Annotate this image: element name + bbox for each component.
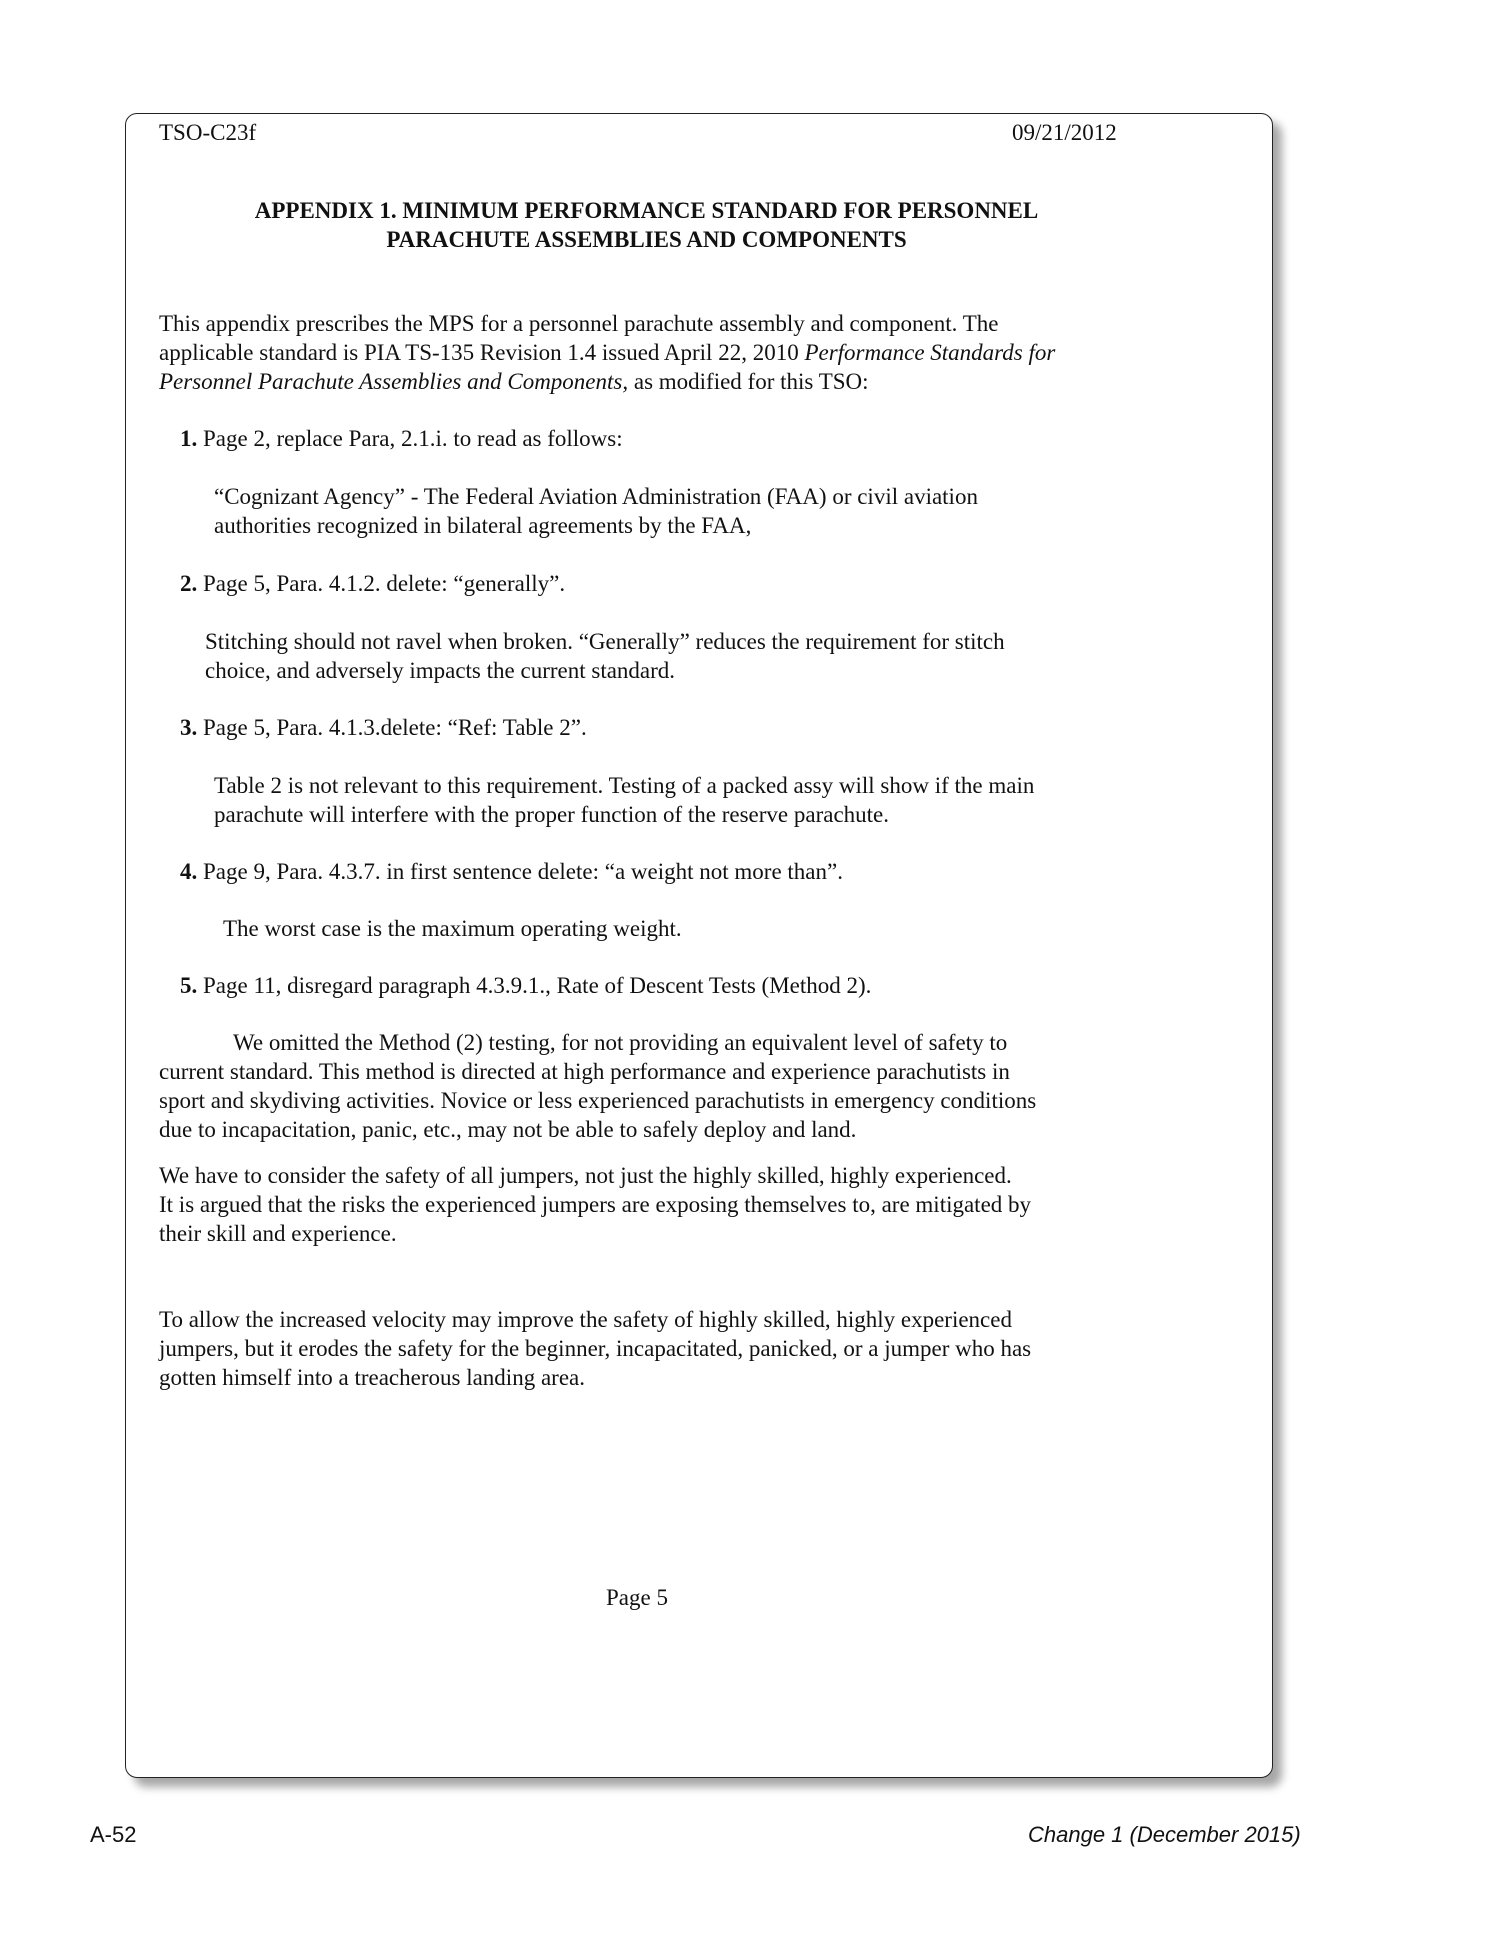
appendix-title — [159, 196, 1134, 254]
intro-line-2-italic: Performance Standards for — [804, 340, 1056, 365]
paragraph-line: We omitted the Method (2) testing, for not providing an equivalent level of safety to — [233, 1030, 1008, 1055]
intro-line-2 — [159, 338, 1134, 367]
item-number: 3. — [180, 715, 198, 740]
item-number: 5. — [180, 973, 198, 998]
paragraph-line: gotten himself into a treacherous landing area. — [159, 1365, 585, 1390]
item-text: Page 5, Para. 4.1.3.delete: “Ref: Table 2”. — [203, 715, 587, 740]
intro-line-2-text: applicable standard is PIA TS-135 Revision 1.4 issued April 22, 2010 — [159, 340, 805, 365]
header-date: 09/21/2012 — [1012, 120, 1117, 145]
paragraph-line: current standard. This method is directed at high performance and experience parachutists in — [159, 1059, 1010, 1084]
item-2-note — [205, 627, 1005, 685]
note-line: parachute will interfere with the proper function of the reserve parachute. — [214, 802, 889, 827]
footer-page-id: A-52 — [90, 1822, 137, 1847]
intro-line-3-italic: Personnel Parachute Assemblies and Components, — [159, 369, 629, 394]
note-line: The worst case is the maximum operating weight. — [223, 916, 682, 941]
item-number: 1. — [180, 426, 198, 451]
note-line: Table 2 is not relevant to this requirement. Testing of a packed assy will show if the main — [214, 773, 1035, 798]
item-number: 4. — [180, 859, 198, 884]
note-line: authorities recognized in bilateral agreements by the FAA, — [214, 513, 752, 538]
item-text: Page 11, disregard paragraph 4.3.9.1., Rate of Descent Tests (Method 2). — [203, 973, 872, 998]
note-line: “Cognizant Agency” - The Federal Aviation Administration (FAA) or civil aviation — [214, 484, 978, 509]
footer-change-note: Change 1 (December 2015) — [1028, 1822, 1301, 1847]
list-item-2 — [180, 569, 565, 598]
paragraph-safety — [159, 1161, 1134, 1248]
list-item-4 — [180, 857, 843, 886]
page-number-label: Page 5 — [606, 1585, 668, 1610]
item-4-note — [223, 914, 682, 943]
intro-line-3-text: as modified for this TSO: — [628, 369, 869, 394]
paragraph-line: due to incapacitation, panic, etc., may not be able to safely deploy and land. — [159, 1117, 857, 1142]
list-item-5 — [180, 971, 871, 1000]
intro-paragraph — [159, 309, 1134, 396]
item-text: Page 2, replace Para, 2.1.i. to read as follows: — [203, 426, 623, 451]
item-text: Page 9, Para. 4.3.7. in first sentence delete: “a weight not more than”. — [203, 859, 843, 884]
paragraph-line: It is argued that the risks the experienced jumpers are exposing themselves to, are mitigated by — [159, 1192, 1032, 1217]
paragraph-line: jumpers, but it erodes the safety for the beginner, incapacitated, panicked, or a jumper who has — [159, 1336, 1032, 1361]
header-doc-id: TSO-C23f — [159, 120, 257, 145]
item-1-note — [214, 482, 978, 540]
item-3-note — [214, 771, 1034, 829]
list-item-1 — [180, 424, 623, 453]
item-number: 2. — [180, 571, 198, 596]
paragraph-line: sport and skydiving activities. Novice or less experienced parachutists in emergency conditions — [159, 1088, 1037, 1113]
item-text: Page 5, Para. 4.1.2. delete: “generally”. — [203, 571, 566, 596]
paragraph-line: their skill and experience. — [159, 1221, 397, 1246]
list-item-3 — [180, 713, 587, 742]
note-line: Stitching should not ravel when broken. “Generally” reduces the requirement for stitch — [205, 629, 1005, 654]
paragraph-velocity — [159, 1305, 1134, 1392]
paragraph-line: To allow the increased velocity may improve the safety of highly skilled, highly experienced — [159, 1307, 1012, 1332]
intro-line-3 — [159, 367, 1134, 396]
note-line: choice, and adversely impacts the current standard. — [205, 658, 676, 683]
paragraph-method-2 — [159, 1028, 1134, 1144]
title-line-1: APPENDIX 1. MINIMUM PERFORMANCE STANDARD FOR PERSONNEL — [254, 198, 1039, 223]
title-line-2: PARACHUTE ASSEMBLIES AND COMPONENTS — [386, 227, 907, 252]
paragraph-line: We have to consider the safety of all jumpers, not just the highly skilled, highly experienced. — [159, 1163, 1012, 1188]
intro-line-1: This appendix prescribes the MPS for a personnel parachute assembly and component. The — [159, 311, 999, 336]
